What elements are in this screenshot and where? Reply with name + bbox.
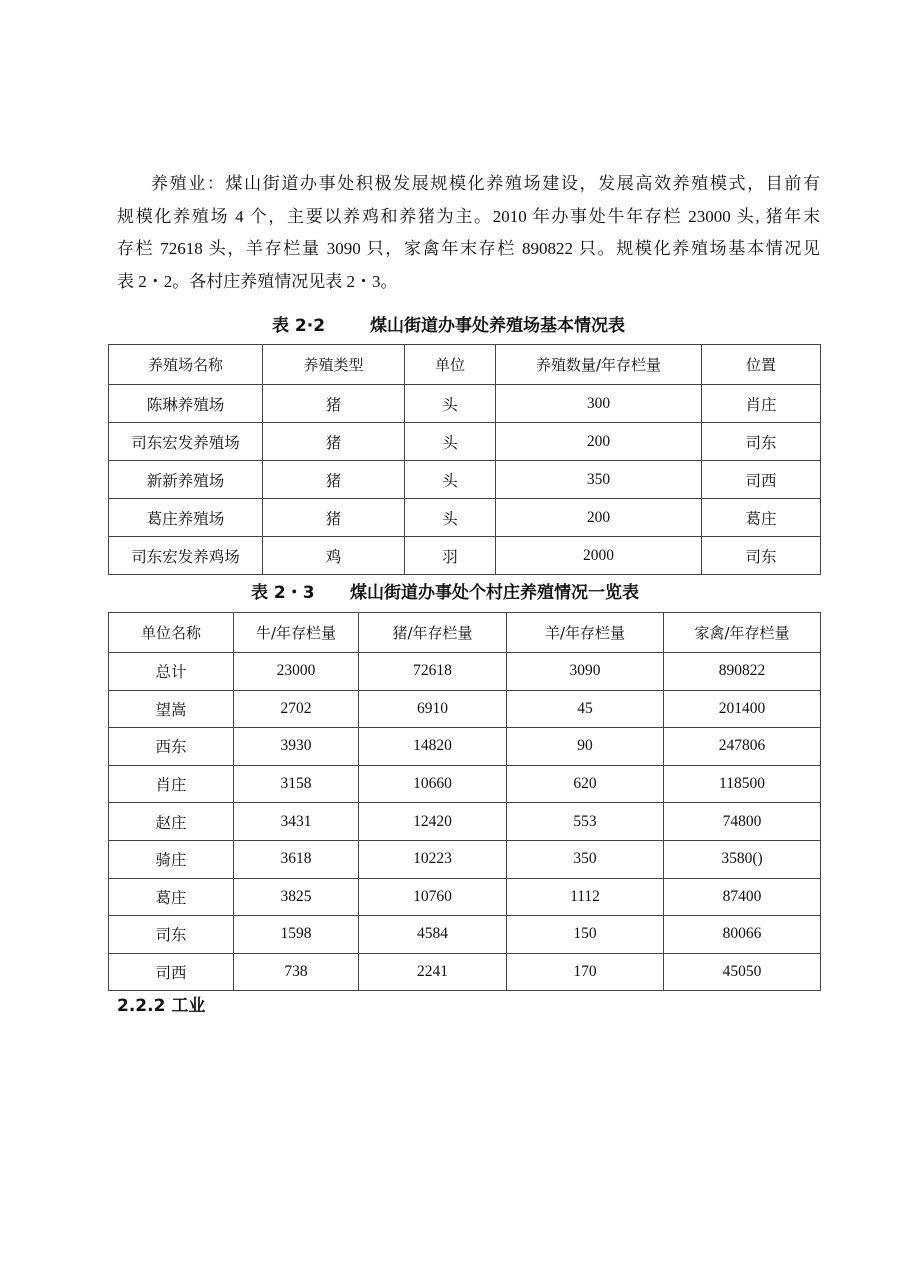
table-cell: 头 xyxy=(405,385,496,423)
table-cell: 620 xyxy=(507,765,664,803)
table-cell: 6910 xyxy=(359,690,507,728)
table-cell: 1112 xyxy=(507,878,664,916)
table-title: 煤山街道办事处养殖场基本情况表 xyxy=(370,316,625,336)
section-heading: 2.2.2 工业 xyxy=(117,996,206,1016)
table-cell: 201400 xyxy=(664,690,821,728)
table-cell: 3158 xyxy=(234,765,359,803)
table-cell: 3431 xyxy=(234,803,359,841)
table-cell: 170 xyxy=(507,953,664,991)
table-cell: 738 xyxy=(234,953,359,991)
table-cell: 4584 xyxy=(359,916,507,954)
paragraph-line: 规模化养殖场 4 个，主要以养鸡和养猪为主。2010 年办事处牛年存栏 23000 头, 猪年末 xyxy=(117,206,820,226)
table-cell: 350 xyxy=(496,461,702,499)
farm-basic-info-table xyxy=(108,344,821,575)
table-cell: 247806 xyxy=(664,728,821,766)
table-cell: 3930 xyxy=(234,728,359,766)
table-cell: 300 xyxy=(496,385,702,423)
column-header: 养殖类型 xyxy=(263,345,405,385)
table-cell: 10660 xyxy=(359,765,507,803)
table-cell: 猪 xyxy=(263,385,405,423)
table-cell: 350 xyxy=(507,840,664,878)
table-cell: 司东 xyxy=(702,537,821,575)
table-cell: 3618 xyxy=(234,840,359,878)
table-cell: 23000 xyxy=(234,653,359,691)
table-header-row xyxy=(109,613,821,653)
column-header: 单位 xyxy=(405,345,496,385)
table-cell: 72618 xyxy=(359,653,507,691)
table-cell: 葛庄 xyxy=(702,499,821,537)
table-cell: 200 xyxy=(496,423,702,461)
table-cell: 猪 xyxy=(263,461,405,499)
table-cell: 猪 xyxy=(263,499,405,537)
table-cell: 司西 xyxy=(702,461,821,499)
table-row xyxy=(109,765,821,803)
table-cell: 头 xyxy=(405,423,496,461)
table-row xyxy=(109,423,821,461)
table-cell: 890822 xyxy=(664,653,821,691)
table-row xyxy=(109,728,821,766)
table-cell: 肖庄 xyxy=(109,765,234,803)
table-cell: 90 xyxy=(507,728,664,766)
table-cell: 猪 xyxy=(263,423,405,461)
column-header: 养殖场名称 xyxy=(109,345,263,385)
table-cell: 望嵩 xyxy=(109,690,234,728)
table-row xyxy=(109,461,821,499)
table-cell: 头 xyxy=(405,461,496,499)
table-cell: 3090 xyxy=(507,653,664,691)
table-row xyxy=(109,385,821,423)
table-number: 表 2・3 xyxy=(251,583,315,603)
table-cell: 3580() xyxy=(664,840,821,878)
table-cell: 骑庄 xyxy=(109,840,234,878)
table-cell: 87400 xyxy=(664,878,821,916)
table-cell: 118500 xyxy=(664,765,821,803)
paragraph-line: 养殖业：煤山街道办事处积极发展规模化养殖场建设，发展高效养殖模式，目前有 xyxy=(151,174,820,193)
table-header-row xyxy=(109,345,821,385)
column-header: 猪/年存栏量 xyxy=(359,613,507,653)
table-cell: 葛庄 xyxy=(109,878,234,916)
table-cell: 2000 xyxy=(496,537,702,575)
table-cell: 羽 xyxy=(405,537,496,575)
table-cell: 司东宏发养殖场 xyxy=(109,423,263,461)
column-header: 家禽/年存栏量 xyxy=(664,613,821,653)
column-header: 羊/年存栏量 xyxy=(507,613,664,653)
column-header: 位置 xyxy=(702,345,821,385)
table-cell: 赵庄 xyxy=(109,803,234,841)
paragraph-line: 表 2・2。各村庄养殖情况见表 2・3。 xyxy=(117,271,398,291)
table-cell: 司东 xyxy=(109,916,234,954)
table-cell: 鸡 xyxy=(263,537,405,575)
table-cell: 45 xyxy=(507,690,664,728)
table-cell: 司西 xyxy=(109,953,234,991)
table-cell: 12420 xyxy=(359,803,507,841)
table-row xyxy=(109,803,821,841)
table-cell: 200 xyxy=(496,499,702,537)
body-paragraph xyxy=(117,168,820,298)
column-header: 单位名称 xyxy=(109,613,234,653)
table-row xyxy=(109,840,821,878)
table-cell: 80066 xyxy=(664,916,821,954)
table-row xyxy=(109,653,821,691)
table-cell: 14820 xyxy=(359,728,507,766)
table-title: 煤山街道办事处个村庄养殖情况一览表 xyxy=(350,583,639,603)
table-cell: 74800 xyxy=(664,803,821,841)
village-livestock-table xyxy=(108,612,821,991)
table-row xyxy=(109,916,821,954)
table-cell: 3825 xyxy=(234,878,359,916)
column-header: 养殖数量/年存栏量 xyxy=(496,345,702,385)
table-cell: 2702 xyxy=(234,690,359,728)
table-cell: 1598 xyxy=(234,916,359,954)
table-number: 表 2·2 xyxy=(272,316,326,336)
table-cell: 西东 xyxy=(109,728,234,766)
column-header: 牛/年存栏量 xyxy=(234,613,359,653)
table-row xyxy=(109,537,821,575)
table-cell: 总计 xyxy=(109,653,234,691)
table-cell: 10760 xyxy=(359,878,507,916)
table-cell: 葛庄养殖场 xyxy=(109,499,263,537)
table-row xyxy=(109,690,821,728)
table-cell: 新新养殖场 xyxy=(109,461,263,499)
table-cell: 陈琳养殖场 xyxy=(109,385,263,423)
table-row xyxy=(109,499,821,537)
table-cell: 肖庄 xyxy=(702,385,821,423)
paragraph-line: 存栏 72618 头，羊存栏量 3090 只，家禽年末存栏 890822 只。规模化养殖场基本情况见 xyxy=(117,239,820,258)
table-cell: 10223 xyxy=(359,840,507,878)
table-cell: 150 xyxy=(507,916,664,954)
table-cell: 2241 xyxy=(359,953,507,991)
table-cell: 553 xyxy=(507,803,664,841)
table-cell: 司东宏发养鸡场 xyxy=(109,537,263,575)
table-cell: 头 xyxy=(405,499,496,537)
table-cell: 45050 xyxy=(664,953,821,991)
table-row xyxy=(109,953,821,991)
table-cell: 司东 xyxy=(702,423,821,461)
table-row xyxy=(109,878,821,916)
